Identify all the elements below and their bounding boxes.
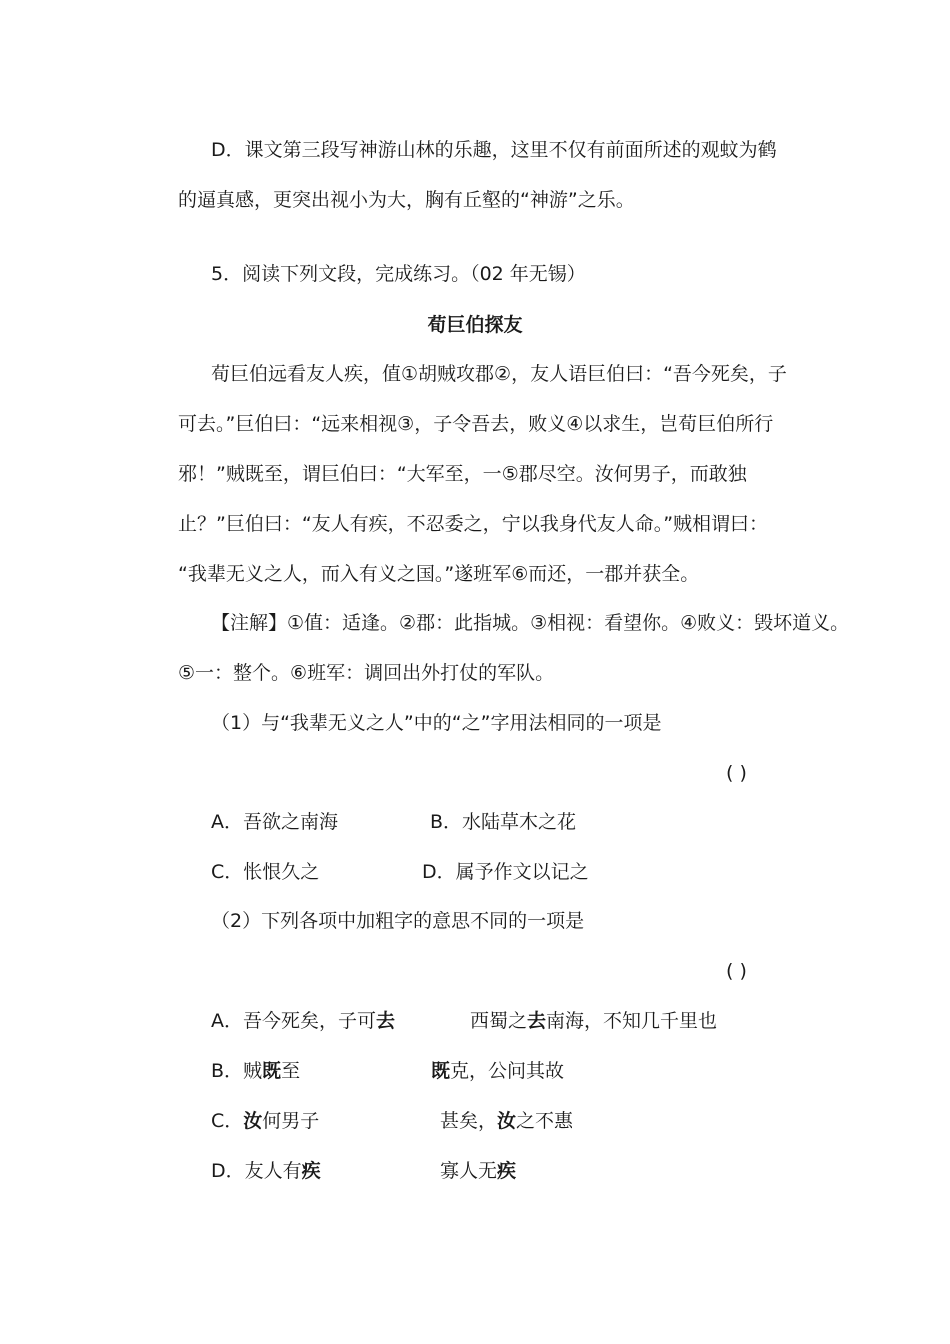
option-text: D．友人有 <box>211 1160 302 1182</box>
answer-bracket-1: ( ) <box>726 762 747 784</box>
option-text: 南海，不知几千里也 <box>546 1010 718 1032</box>
question-5-heading: 5．阅读下列文段，完成练习。（02 年无锡） <box>211 263 586 285</box>
sub2-option-c-compare <box>440 1108 573 1134</box>
sub2-option-a <box>211 1008 395 1034</box>
passage-line-2: 可去。”巨伯曰：“远来相视③，子令吾去，败义④以求生，岂荀巨伯所行 <box>178 413 774 435</box>
bold-char: 既 <box>431 1060 451 1082</box>
sub-question-1: （1）与“我辈无义之人”中的“之”字用法相同的一项是 <box>211 712 662 734</box>
notes-line-1: 【注解】①值：适逢。②郡：此指城。③相视：看望你。④败义：毁坏道义。 <box>211 612 850 634</box>
passage-line-1: 荀巨伯远看友人疾，值①胡贼攻郡②，友人语巨伯曰：“吾今死矣，子 <box>211 363 787 385</box>
sub2-option-d-compare <box>440 1158 516 1184</box>
sub-question-2: （2）下列各项中加粗字的意思不同的一项是 <box>211 910 585 932</box>
sub2-option-b-compare <box>431 1058 564 1084</box>
sub2-option-b <box>211 1058 300 1084</box>
option-text: C． <box>211 1110 244 1132</box>
passage-line-4: 止？”巨伯曰：“友人有疾，不忍委之，宁以我身代友人命。”贼相谓曰： <box>178 513 769 535</box>
passage-title: 荀巨伯探友 <box>427 314 523 336</box>
option-d-line-1: D．课文第三段写神游山林的乐趣，这里不仅有前面所述的观蚊为鹤 <box>211 139 777 161</box>
bold-char: 汝 <box>243 1110 263 1132</box>
sub1-option-c: C．怅恨久之 <box>211 861 320 883</box>
bold-char: 既 <box>262 1060 282 1082</box>
option-text: 至 <box>281 1060 301 1082</box>
bold-char: 疾 <box>497 1160 517 1182</box>
option-text: B．贼 <box>211 1060 263 1082</box>
option-text: 之不惠 <box>516 1110 574 1132</box>
passage-line-3: 邪！”贼既至，谓巨伯曰：“大军至，一⑤郡尽空。汝何男子，而敢独 <box>178 463 747 485</box>
option-text: 克，公问其故 <box>450 1060 565 1082</box>
sub1-option-d: D．属予作文以记之 <box>422 861 589 883</box>
sub1-option-b: B．水陆草木之花 <box>430 811 577 833</box>
bold-char: 汝 <box>497 1110 517 1132</box>
sub2-option-c <box>211 1108 319 1134</box>
bold-char: 去 <box>376 1010 396 1032</box>
bold-char: 疾 <box>301 1160 321 1182</box>
bold-char: 去 <box>527 1010 547 1032</box>
option-text: 西蜀之 <box>470 1010 528 1032</box>
option-text: 寡人无 <box>440 1160 498 1182</box>
option-text: 甚矣， <box>440 1110 498 1132</box>
passage-line-5: “我辈无义之人，而入有义之国。”遂班军⑥而还，一郡并获全。 <box>178 563 700 585</box>
option-d-line-2: 的逼真感，更突出视小为大，胸有丘壑的“神游”之乐。 <box>178 189 635 211</box>
sub2-option-d <box>211 1158 321 1184</box>
option-text: A．吾今死矣，子可 <box>211 1010 376 1032</box>
notes-line-2: ⑤一：整个。⑥班军：调回出外打仗的军队。 <box>178 662 555 684</box>
sub2-option-a-compare <box>470 1008 717 1034</box>
answer-bracket-2: ( ) <box>726 960 747 982</box>
sub1-option-a: A．吾欲之南海 <box>211 811 338 833</box>
option-text: 何男子 <box>262 1110 320 1132</box>
